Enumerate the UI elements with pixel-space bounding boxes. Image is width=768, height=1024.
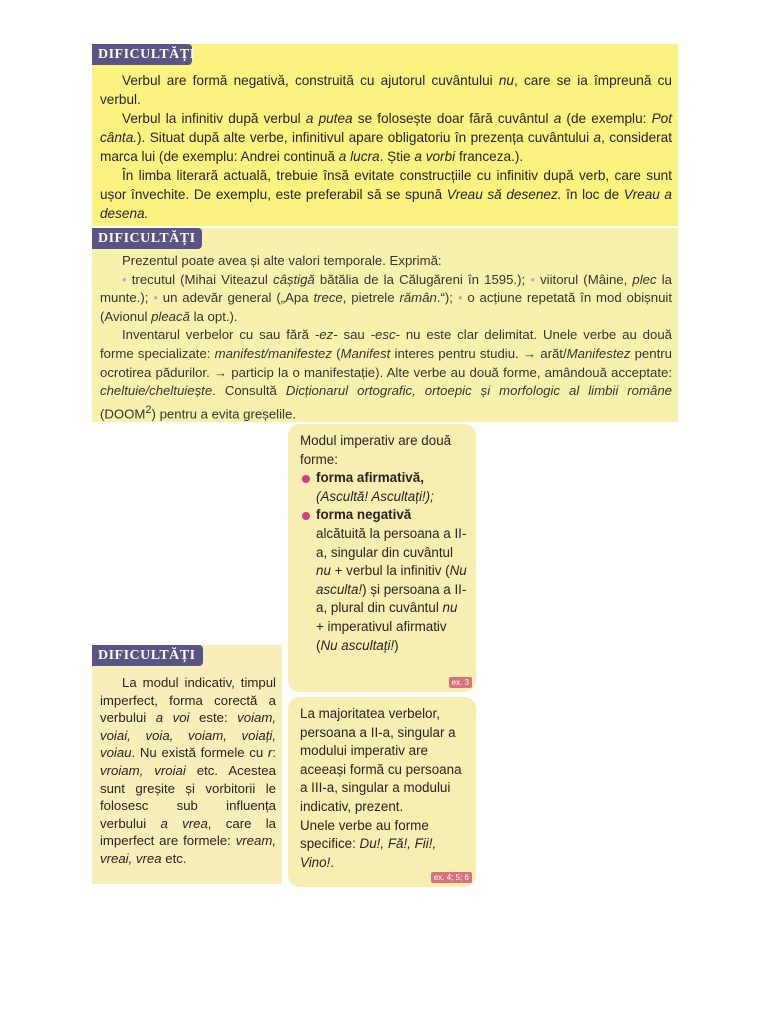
paragraph: În limba literară actuală, trebuie însă evitate construcțiile cu infinitiv după verb, care sunt ușor învechite. De exemplu, este preferabil să se spună Vreau să desenez. în loc de Vreau a desena. [100, 168, 672, 221]
exercise-badge: ex. 4; 5; 6 [431, 872, 472, 883]
paragraph: Verbul la infinitiv după verbul a putea se folosește doar fără cuvântul a (de exemplu: Pot cânta.). Situat după alte verbe, infinitivul apare obligatoriu în prezența cuvântului a, considerat marca lui (de exemplu: Andrei continuă a lucra. Știe a vorbi franceza.). [100, 111, 672, 164]
difficulties-box-negative-infinitive [92, 44, 678, 226]
bullet-icon: • [457, 290, 463, 306]
note-imperative-second-person [288, 697, 476, 887]
note-intro: Modul imperativ are două forme: [300, 433, 452, 467]
note-imperative-forms [288, 424, 476, 692]
list-item: forma negativă alcătuită la persoana a II-a, singular din cuvântul nu + verbul la infinitiv (Nu asculta!) și persoana a II-a, plural din cuvântul nu + imperativul afirmativ (Nu ascultați!) [300, 506, 468, 655]
note-paragraph: Unele verbe au forme specifice: Du!, Fă!, Fii!, Vino!. [300, 817, 437, 870]
note-paragraph: La majoritatea verbelor, persoana a II-a, singular a modului imperativ are aceeași formă cu persoana a III-a, singular a modului indicativ, prezent. [300, 706, 462, 814]
difficulties-header: DIFICULTĂȚI [92, 645, 203, 666]
difficulties-header: DIFICULTĂȚI [92, 44, 192, 65]
paragraph: • trecutul (Mihai Viteazul câștigă bătălia de la Călugăreni în 1595.); • viitorul (Mâine, plec la munte.); • un adevăr general („Apa trece, pietrele rămân.“); • o acțiune repetată în mod obișnuit (Avionul pleacă la opt.). [100, 271, 673, 324]
bullet-icon: • [122, 271, 127, 287]
difficulties-box-imperfect [92, 645, 282, 884]
exercise-badge: ex. 3 [449, 677, 472, 688]
paragraph: Verbul are formă negativă, construită cu ajutorul cuvântului nu, care se ia împreună cu verbul. [100, 73, 672, 107]
forms-list [300, 469, 468, 655]
paragraph: Inventarul verbelor cu sau fără -ez- sau -esc- nu este clar delimitat. Unele verbe au două forme specializate: manifest/manifestez (Manifest interes pentru studiu. → arăt/Manifestez pentru ocrotirea pădurilor. → particip la o manifestație). Alte verbe au două forme, amândouă acceptate: cheltuie/cheltuiește. Consultă Dicționarul ortografic, ortoepic și morfologic al limbii române (DOOM$^2$) pentru a evita greșelile. [100, 327, 673, 422]
bullet-icon: • [530, 271, 535, 287]
difficulties-header: DIFICULTĂȚI [92, 228, 202, 249]
list-item: forma afirmativă, (Ascultă! Ascultați!); [300, 469, 468, 506]
paragraph: La modul indicativ, timpul imperfect, forma corectă a verbului a voi este: voiam, voiai, voia, voiam, voiați, voiau. Nu există formele cu r: vroiam, vroiai etc. Acestea sunt greșite și vorbitorii le folosesc sub influența verbului a vrea, care la imperfect are formele: vream, vreai, vrea etc. [100, 675, 277, 866]
paragraph: Prezentul poate avea și alte valori temporale. Exprimă: [122, 253, 442, 268]
difficulties-box-present-tense [92, 228, 678, 422]
bullet-icon: • [153, 290, 158, 306]
